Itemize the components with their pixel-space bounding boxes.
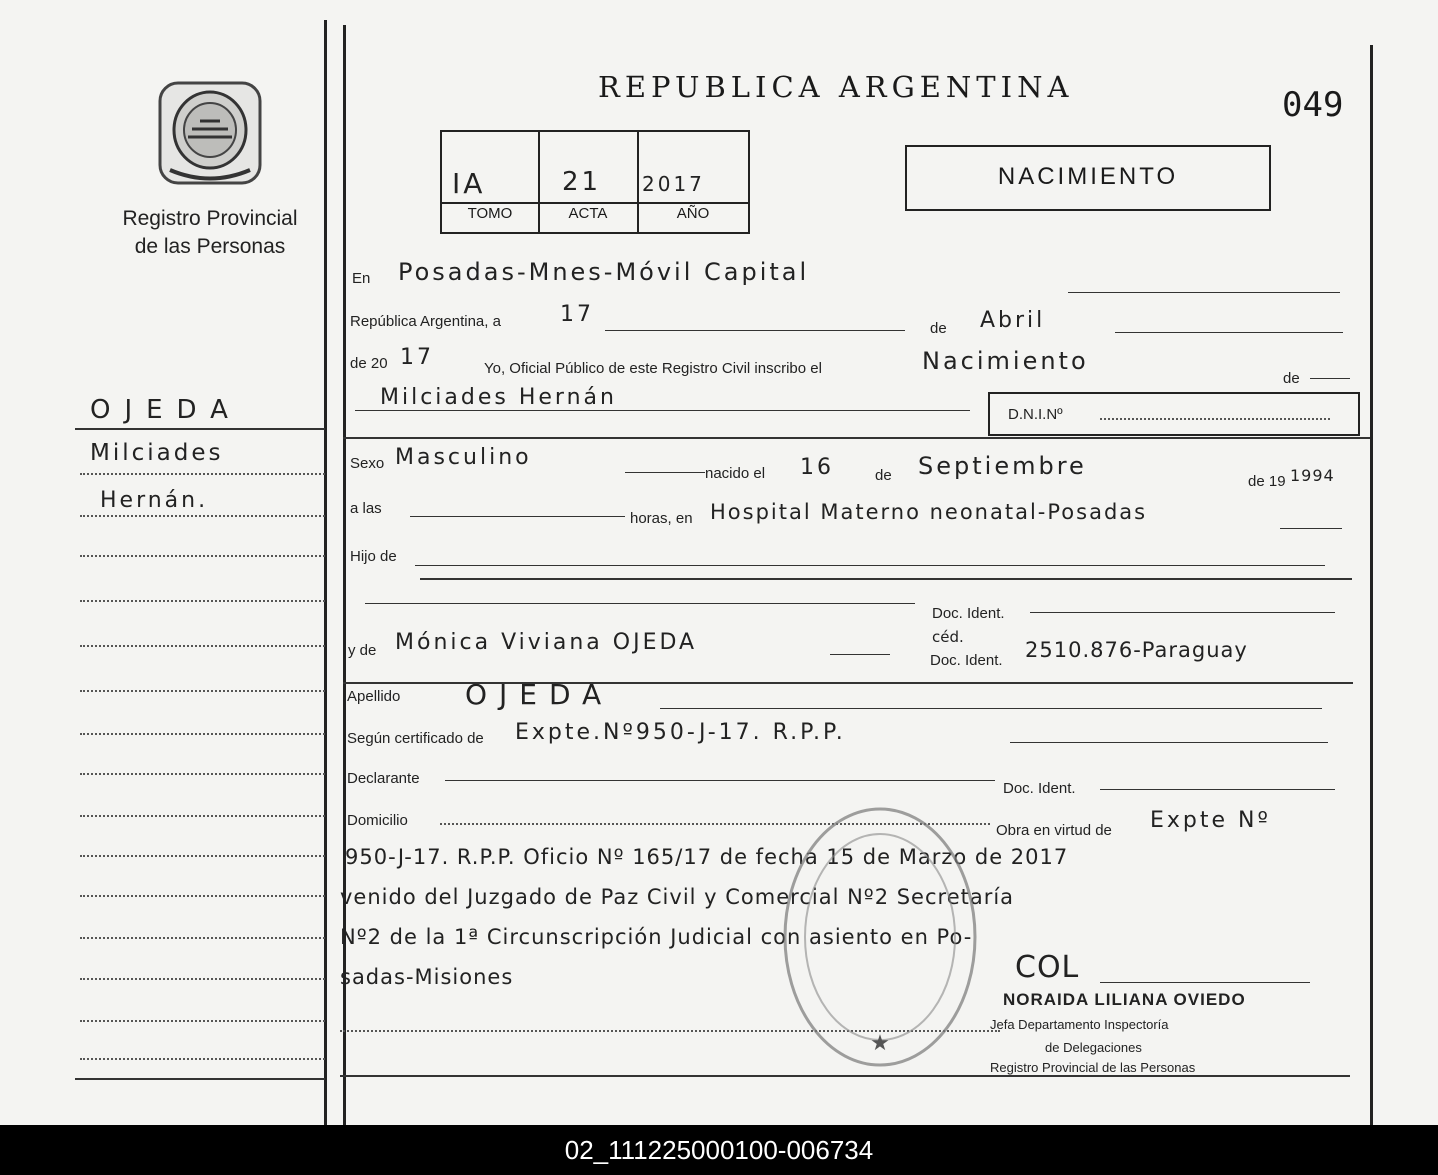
sexo-value: Masculino	[395, 445, 532, 470]
obra-label: Obra en virtud de	[996, 822, 1112, 839]
tomo-label: TOMO	[467, 205, 513, 222]
apellido-label: Apellido	[347, 688, 401, 705]
svg-text:★: ★	[870, 1031, 890, 1056]
ano-value: 2017	[642, 172, 705, 196]
alas-label: a las	[350, 500, 382, 517]
hijo-label: Hijo de	[350, 548, 397, 565]
child-name: Milciades Hernán	[380, 385, 617, 410]
acta-label: ACTA	[568, 205, 608, 222]
birth-year: 1994	[1290, 466, 1335, 485]
event-value: Nacimiento	[922, 347, 1089, 375]
year-value: 17	[400, 345, 434, 370]
document-code: 02_111225000100-006734	[0, 1125, 1438, 1175]
registry-name-line2: de las Personas	[134, 235, 286, 258]
en-label: En	[352, 270, 371, 287]
ano-label: AÑO	[676, 205, 710, 222]
note-line4: sadas-Misiones	[340, 965, 514, 989]
domicilio-label: Domicilio	[347, 812, 408, 829]
day-value: 17	[560, 302, 594, 327]
official-stamp	[775, 800, 985, 1075]
horas-label: horas, en	[630, 510, 693, 527]
birth-year-label: de 19	[1248, 473, 1286, 490]
doc-ident-label3: Doc. Ident.	[1003, 780, 1076, 797]
tomo-value: IA	[452, 167, 486, 200]
signature-title3: Registro Provincial de las Personas	[990, 1060, 1196, 1075]
republica-label: República Argentina, a	[350, 313, 501, 330]
declarante-label: Declarante	[347, 770, 420, 787]
record-type-label: NACIMIENTO	[997, 163, 1179, 190]
page-number: 049	[1282, 85, 1344, 125]
doc-ident-label: Doc. Ident.	[932, 605, 1005, 622]
misiones-seal-emblem	[150, 75, 270, 190]
yde-label: y de	[348, 642, 377, 659]
de-label3: de	[875, 467, 892, 484]
registry-name-line1: Registro Provincial	[122, 207, 298, 230]
birth-day: 16	[800, 455, 834, 480]
margin-name2: Hernán.	[100, 488, 209, 513]
country-title: REPUBLICA ARGENTINA	[598, 70, 1074, 104]
margin-surname: OJEDA	[90, 395, 242, 425]
mother-value: Mónica Viviana OJEDA	[395, 630, 698, 655]
note-line2: venido del Juzgado de Paz Civil y Comercial Nº2 Secretaría	[340, 885, 1015, 909]
note-line1: 950-J-17. R.P.P. Oficio Nº 165/17 de fecha 15 de Marzo de 2017	[345, 845, 1069, 869]
signature-name: NORAIDA LILIANA OVIEDO	[1003, 990, 1246, 1009]
year-prefix: de 20	[350, 355, 388, 372]
signature-initials: COL	[1015, 950, 1080, 985]
de-label2: de	[1283, 370, 1300, 387]
note-line3: Nº2 de la 1ª Circunscripción Judicial con asiento en Po-	[340, 925, 973, 949]
segun-value: Expte.Nº950-J-17. R.P.P.	[515, 720, 846, 745]
right-form-border	[1370, 45, 1373, 1125]
inner-form-border	[343, 25, 346, 1125]
obra-value: Expte Nº	[1150, 808, 1271, 833]
record-type-box	[905, 145, 1271, 211]
yo-text: Yo, Oficial Público de este Registro Civil inscribo el	[484, 360, 822, 377]
record-number-box	[440, 130, 750, 234]
mother-doc: 2510.876-Paraguay	[1025, 638, 1248, 662]
doc-ident-label2: Doc. Ident.	[930, 652, 1003, 669]
acta-value: 21	[562, 167, 602, 197]
nacido-label: nacido el	[705, 465, 766, 482]
signature-title1: Jefa Departamento Inspectoría	[990, 1017, 1169, 1032]
signature-title2: de Delegaciones	[1045, 1040, 1142, 1055]
ced-note: céd.	[932, 628, 964, 646]
margin-name1: Milciades	[90, 440, 224, 466]
birth-month: Septiembre	[918, 452, 1087, 480]
place-value: Hospital Materno neonatal-Posadas	[710, 500, 1148, 524]
apellido-value: OJEDA	[465, 678, 614, 711]
left-margin-border	[324, 20, 327, 1125]
dni-label: D.N.I.Nº	[1008, 406, 1063, 423]
sexo-label: Sexo	[350, 455, 385, 472]
de-label: de	[930, 320, 947, 337]
segun-label: Según certificado de	[347, 730, 484, 747]
dni-box	[988, 392, 1360, 436]
en-value: Posadas-Mnes-Móvil Capital	[398, 258, 810, 286]
month-value: Abril	[980, 308, 1046, 333]
